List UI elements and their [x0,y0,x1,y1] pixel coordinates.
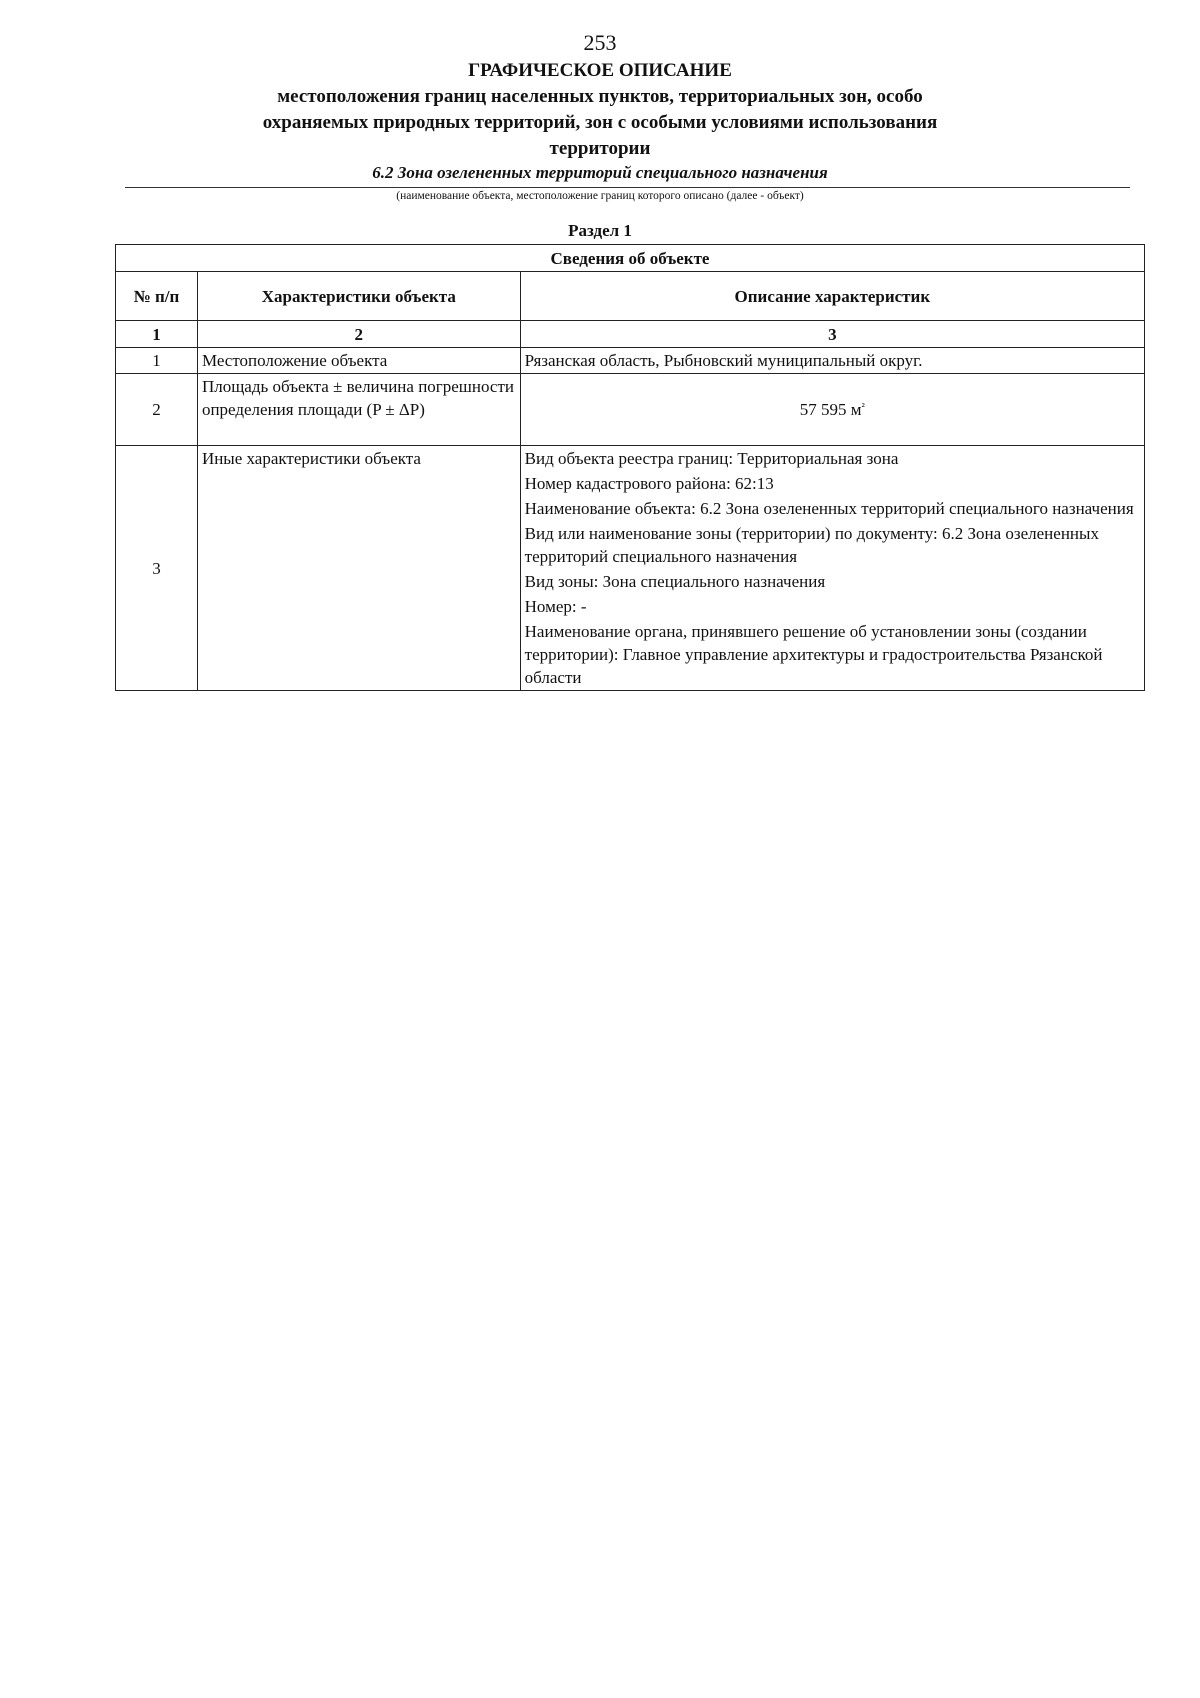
header-number: № п/п [116,272,198,321]
object-name: 6.2 Зона озелененных территорий специального назначения [372,163,828,182]
row-description [520,446,1144,691]
row-description: Рязанская область, Рыбновский муниципальный округ. [520,348,1144,374]
description-line: Вид зоны: Зона специального назначения [524,572,826,591]
document-title-block [0,58,1200,162]
section-title: Раздел 1 [568,221,632,240]
column-number-row [116,321,1145,348]
table-caption-row [116,245,1145,272]
description-line: Наименование органа, принявшего решение об установлении зоны (создании территории): Главное управление архитектуры и градостроительства Рязанской области [524,622,1103,687]
description-line: Вид или наименование зоны (территории) по документу: 6.2 Зона озелененных территорий специального назначения [524,524,1099,566]
row-description [520,374,1144,446]
column-number: 2 [197,321,520,348]
row-characteristic: Местоположение объекта [197,348,520,374]
row-number: 3 [116,446,198,691]
table-row [116,446,1145,691]
table-header-row [116,272,1145,321]
page-number: 253 [583,30,617,55]
object-info-table [115,244,1145,691]
row-characteristic: Площадь объекта ± величина погрешности определения площади (P ± ΔP) [197,374,520,446]
description-line: Вид объекта реестра границ: Территориальная зона [524,449,899,468]
area-value: 57 595 м [799,400,862,419]
description-line: Номер: - [524,597,587,616]
row-characteristic: Иные характеристики объекта [197,446,520,691]
header-description: Описание характеристик [520,272,1144,321]
row-number: 2 [116,374,198,446]
table-row [116,348,1145,374]
document-title: ГРАФИЧЕСКОЕ ОПИСАНИЕ [468,60,732,81]
header-characteristic: Характеристики объекта [197,272,520,321]
table-caption: Сведения об объекте [116,245,1145,272]
table-row [116,374,1145,446]
document-subtitle: местоположения границ населенных пунктов, территориальных зон, особо охраняемых природных территорий, зон с особыми условиями использования территории [262,86,938,159]
row-number: 1 [116,348,198,374]
area-unit-superscript: ² [861,401,865,413]
object-name-caption: (наименование объекта, местоположение границ которого описано (далее - объект) [396,190,804,202]
object-name-underline [125,187,1130,188]
description-line: Номер кадастрового района: 62:13 [524,474,774,493]
column-number: 3 [520,321,1144,348]
description-line: Наименование объекта: 6.2 Зона озелененных территорий специального назначения [524,499,1134,518]
column-number: 1 [116,321,198,348]
